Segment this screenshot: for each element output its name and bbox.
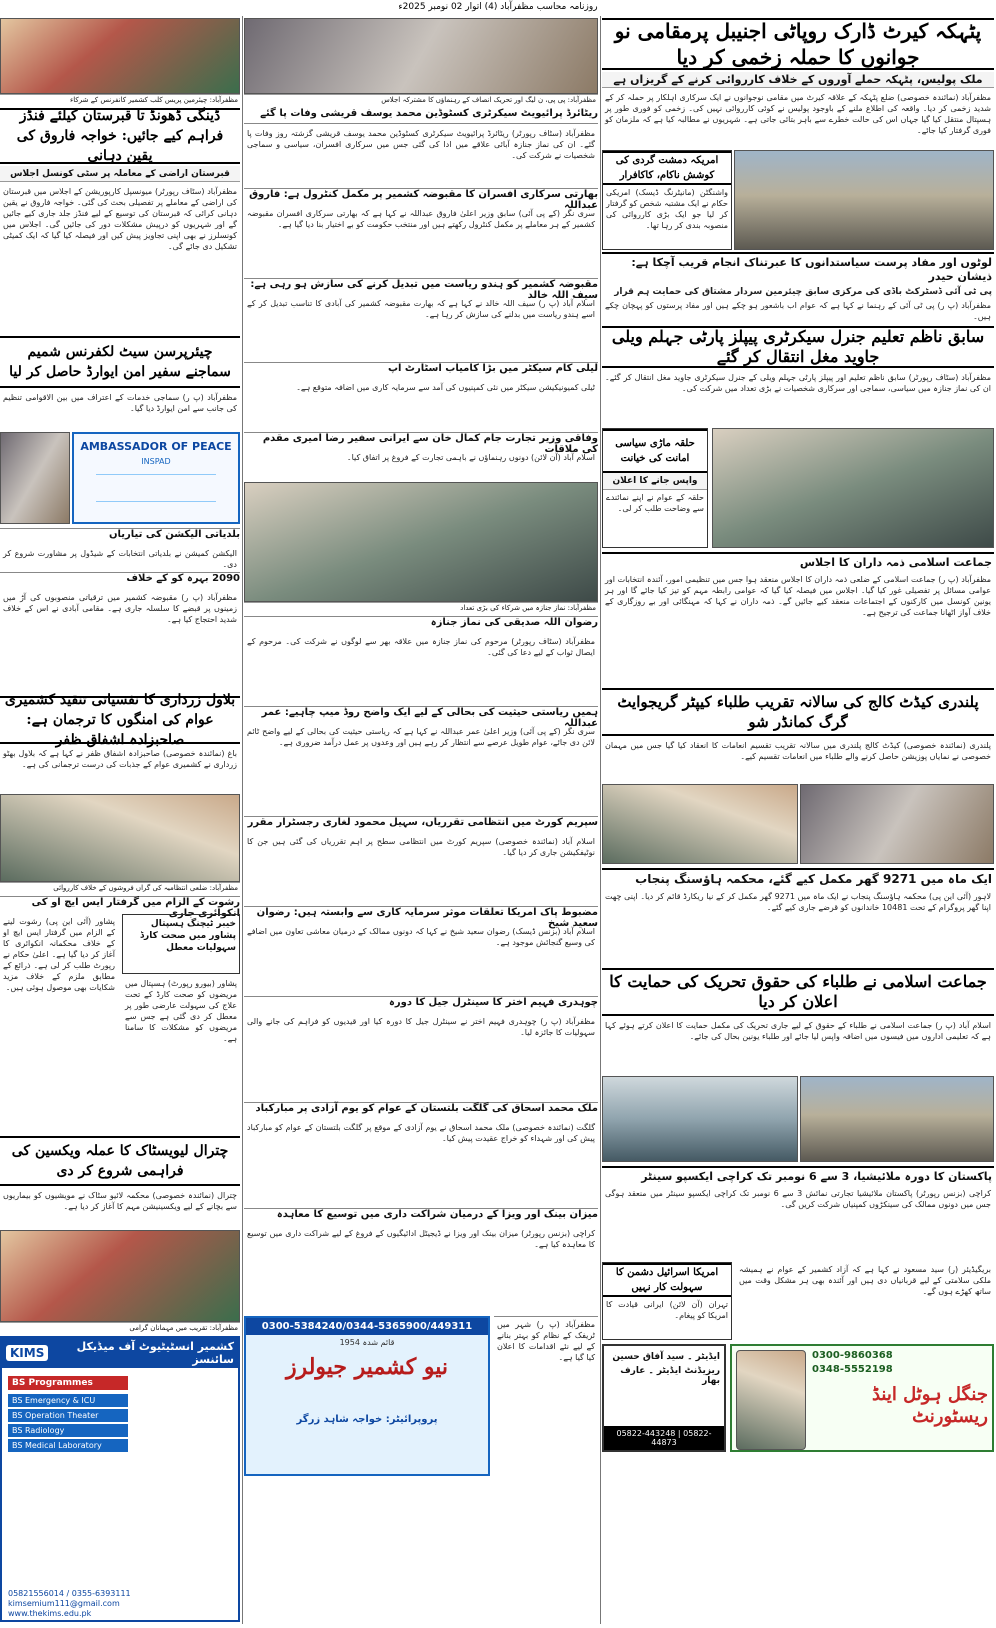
lead-body: مظفرآباد (نمائندہ خصوصی) ضلع پٹہکہ کے علاقہ کیرٹ میں مقامی نوجوانوں نے ایک سرکاری اہلکار پر حملہ کر کے شدید زخمی کر دیا۔ واقعہ کی اطلاع ملنے کے باوجود پولیس نے کوئی کارروائی نہیں کی۔ زخمی کو فوری طور پر ہسپتال منتقل کیا گیا جہاں اس کی حالت خطرے سے باہر بتائی جاتی ہے۔ شہریوں نے مطالبہ کیا ہے کہ ملزمان کو فوری گرفتار کیا جائے۔ [605,93,991,135]
mid-headline-3-body: اسلام آباد (پ ر) سیف اللہ خالد نے کہا ہے کہ بھارت مقبوضہ کشمیر کی آبادی کا تناسب تبدیل کر کے اسے ہندو ریاست میں بدلنے کی سازش کر رہا ہے۔ [247,299,595,319]
hospital-photo-1 [602,1076,798,1162]
editor-line: ایڈیٹر ۔ سید آفاق حسین [612,1352,720,1362]
mid-headline-10-body: مظفرآباد (پ ر) چوہدری فہیم اختر نے سینٹرل جیل کا دورہ کیا اور قیدیوں کو فراہم کی جانے والی سہولیات کا جائزہ لیا۔ [247,1017,595,1037]
hospital-photo-2 [800,1076,994,1162]
jewellers-since: قائم شدہ 1954 [339,1338,395,1347]
left-market-photo [0,794,240,882]
lead-subheadline: ملک پولیس، پٹہکہ حملے آوروں کے خلاف کارروائی کرنے کے گریزاں ہے [602,72,994,88]
mid-headline-2-body: سری نگر (کے پی آئی) سابق وزیر اعلیٰ فاروق عبداللہ نے کہا ہے کہ بھارتی سرکاری افسران مقبوضہ کشمیر کے ہر معاملے پر مکمل کنٹرول رکھتے ہیں اور منتخب حکومت کو بے اختیار بنا دیا گیا ہے۔ [247,209,595,229]
hotel-ad-phone-1: 0300-9860368 [812,1350,893,1361]
mid-headline-6: رضوان اللہ صدیقی کی نماز جنازہ [244,616,598,632]
kims-programme-item: BS Radiology [8,1424,128,1437]
left-event-photo-caption: مظفرآباد: تقریب میں مہمانان گرامی [0,1322,240,1333]
masthead-strip: روزنامہ محاسب مظفرآباد (4) اتوار 02 نومبر 2025ء [398,2,598,12]
mid-headline-8-body: اسلام آباد (نمائندہ خصوصی) سپریم کورٹ میں انتظامی سطح پر اہم تقرریاں کی گئی ہیں جن کا نوٹیفکیشن جاری کر دیا گیا۔ [247,837,595,857]
side-box-2 [602,428,708,548]
story-3-body: مظفرآباد (پ ر) جماعت اسلامی کے ضلعی ذمہ داران کا اجلاس منعقد ہوا جس میں تنظیمی امور، آئندہ انتخابات اور عوامی مسائل پر تفصیلی غور کیا گیا۔ اجلاس میں فیصلہ کیا گیا کہ عوامی رابطہ مہم کو تیز کیا جائے گا اور ہر یونین کونسل میں کارکنوں کے اجتماعات منعقد کیے جائیں گے۔ ذمہ داران نے کہا کہ مہنگائی اور بے روزگاری کے خلاف آواز اٹھانا جماعت کی ترجیح ہے۔ [605,575,991,617]
left-box-1: بلدیاتی الیکشن کی تیاریاں [0,528,240,544]
left-headline-3-body: باغ (نمائندہ خصوصی) صاحبزادہ اشفاق ظفر نے کہا ہے کہ بلاول بھٹو زرداری نے کشمیری عوام کے جذبات کی درست ترجمانی کی ہے۔ [3,749,237,769]
kims-programmes-title: BS Programmes [8,1376,128,1390]
left-box-4-body: پشاور (بیورو رپورٹ) ہسپتال میں مریضوں کو صحت کارڈ کے تحت علاج کی سہولت عارضی طور پر معطل کر دی گئی ہے جس سے مریضوں کو مشکلات کا سامنا ہے۔ [125,979,237,1043]
funeral-prayer-photo [244,482,598,602]
mid-headline-5-body: اسلام آباد (آن لائن) دونوں رہنماؤں نے باہمی تجارت کے فروغ پر اتفاق کیا۔ [346,453,595,462]
side-box-2-body: حلقہ کے عوام نے اپنے نمائندے سے وضاحت طلب کر لی۔ [606,493,704,513]
kims-programme-item: BS Operation Theater [8,1409,128,1422]
side-box [602,150,732,250]
left-box-3: رشوت کے الزام میں گرفتار ایس ایچ او کی انکوائری جاری [0,896,240,912]
top-group-photo [244,18,598,94]
peace-certificate [72,432,240,524]
story-body: مظفرآباد (پ ر) پی ٹی آئی کے رہنما نے کہا ہے کہ عوام اب باشعور ہو چکے ہیں اور مفاد پرستوں کو پہچان چکے ہیں۔ [605,301,991,321]
side-box-2-title: حلقہ ماڑی سیاسی امانت کی خیانت [603,429,707,473]
story-title: لوٹوں اور مفاد پرست سیاستدانوں کا عبرتناک انجام قریب آچکا ہے: ذیشان حیدر [631,256,992,283]
left-top-photo-caption: مظفرآباد: چیئرمین پریس کلب کشمیر کانفرنس کے شرکاء [0,94,240,105]
jewellers-proprietor: پروپرائیٹر: خواجہ شاہد زرگر [296,1414,438,1425]
mid-headline-4: لیلی کام سیکٹر میں بڑا کامیاب اسٹارٹ اپ [244,362,598,378]
headline-4: پلندری کیڈٹ کالج کی سالانہ تقریب طلباء کیپٹر گریجوایٹ گرگ کمانڈر شو [602,688,994,736]
mid-headline-9-body: اسلام آباد (بزنس ڈیسک) رضوان سعید شیخ نے کہا کہ دونوں ممالک کے درمیان معاشی تعاون میں اضافے کی وسیع گنجائش موجود ہے۔ [247,927,595,947]
left-box-4-title: خیبر ٹیچنگ ہسپتال پشاور میں صحت کارڈ سہولیات معطل [140,919,236,953]
story-subtitle: پی ٹی آئی ڈسٹرکٹ باڈی کی مرکزی سابق چیئرمین سردار مشتاق کی حمایت ہم قرار [614,287,992,297]
mid-headline-5: وفاقی وزیر تجارت جام کمال خان سے ایرانی سفیر رضا امیری مقدم کی ملاقات [244,432,598,448]
lead-photo [734,150,994,250]
story-box [602,252,994,322]
left-box-3-body: پشاور (آئی این پی) رشوت لینے کے الزام میں گرفتار ایس ایچ او کے خلاف محکمانہ انکوائری کا آغاز کر دیا گیا ہے۔ اعلیٰ حکام نے رپورٹ طلب کر لی ہے۔ ذرائع کے مطابق ملزم کے خلاف مزید شکایات بھی موصول ہوئی ہیں۔ [3,917,115,992]
certificate-title: AMBASSADOR OF PEACE [80,440,232,453]
mid-headline-11: ملک محمد اسحاق کی گلگت بلتستان کے عوام کو یوم آزادی پر مبارکباد [244,1102,598,1118]
kims-brand: KIMS [6,1345,48,1361]
lead-headline: پٹہکہ کیرٹ ڈارک روپاٹی اجنیبل پرمقامی نو جوانوں کا حملہ زخمی کر دیا [602,18,994,70]
kims-programme-item: BS Emergency & ICU [8,1394,128,1407]
kims-web: www.thekims.edu.pk [8,1609,92,1618]
mid-headline-7: ہمیں ریاستی حیثیت کی بحالی کے لیے ایک واضح روڈ میپ چاہیے: عمر عبداللہ [244,706,598,722]
left-box-2: 2090 بہرہ کو کے خلاف [0,572,240,588]
kims-programme-list [8,1394,128,1452]
mid-headline-12: میزان بینک اور ویزا کے درمیان شراکت داری میں توسیع کا معاہدہ [244,1208,598,1224]
headline-6: جماعت اسلامی نے طلباء کی حقوق تحریک کی حمایت کا اعلان کر دیا [602,968,994,1016]
top-group-photo-caption: مظفرآباد: پی پی، ن لیگ اور تحریک انصاف کے رہنماؤں کا مشترکہ اجلاس [244,94,598,105]
mid-headline-8: سپریم کورٹ میں انتظامی تقرریاں، سہیل محمود لغاری رجسٹرار مقرر [244,816,598,832]
story-box-3 [602,552,994,684]
headline-2-body: مظفرآباد (سٹاف رپورٹر) سابق ناظم تعلیم اور پیپلز پارٹی جہلم ویلی کے جنرل سیکرٹری جاوید مغل انتقال کر گئے۔ ان کی نماز جنازہ میں سیاسی، سماجی اور سرکاری شخصیات نے بڑی تعداد میں شرکت کی۔ [605,373,991,393]
mid-headline-1-body: مظفرآباد (سٹاف رپورٹر) ریٹائرڈ پرائیویٹ سیکرٹری کسٹوڈین محمد یوسف قریشی گزشتہ روز وفات پا گئے۔ ان کی نماز جنازہ آبائی علاقے میں ادا کی گئی جس میں سرکاری افسران، سیاسی و سماجی شخصیات نے شرکت کی۔ [247,129,595,160]
left-headline-3: بلاول زرداری کا نفسیاتی تنقید کشمیری عوام کی امنگوں کا ترجمان ہے: صاحبزادہ اشفاق ظفر [0,696,240,744]
left-box-4 [122,914,240,974]
kims-phones: 05821556014 / 0355-6393111 [8,1589,131,1598]
kims-ad-header [2,1338,238,1368]
mid-headline-7-body: سری نگر (کے پی آئی) وزیر اعلیٰ عمر عبداللہ نے کہا ہے کہ ریاستی حیثیت کی بحالی کے لیے واضح ٹائم لائن دی جائے، عوام طویل عرصے سے انتظار کر رہے ہیں اور وعدوں پر عمل درآمد ضروری ہے۔ [247,727,595,747]
left-headline-1: ڈینگی ڈھونڈ تا قبرستان کیلئے فنڈز فراہم کیے جائیں: خواجہ فاروق کی یقین دہانی [0,108,240,164]
story-7-title: پاکستان کا دورہ ملائیشیا، 3 سے 6 نومبر تک کراچی ایکسپو سینٹر [641,1170,992,1183]
column-rule [600,16,601,1624]
jewellers-ad [244,1316,490,1476]
mid-headline-11-body: گلگت (نمائندہ خصوصی) ملک محمد اسحاق نے یوم آزادی کے موقع پر گلگت بلتستان کے عوام کو مبارکباد پیش کی اور شہداء کو خراج عقیدت پیش کیا۔ [247,1123,595,1143]
left-top-photo [0,18,240,94]
left-headline-2-body: مظفرآباد (پ ر) سماجی خدمات کے اعتراف میں بین الاقوامی تنظیم کی جانب سے امن ایوارڈ دیا گیا۔ [3,393,237,413]
mid-headline-1: ریٹائرڈ پرائیویٹ سیکرٹری کسٹوڈین محمد یوسف قریشی وفات پا گئے [244,108,598,124]
cadet-photo-2 [800,784,994,864]
column-rule [242,16,243,1624]
right-column [602,16,994,1624]
left-sub-1: قبرستان اراضی کے معاملہ پر سٹی کونسل اجلاس [0,166,240,182]
hotel-ad [730,1344,994,1452]
hotel-ad-title: جنگل ہوٹل اینڈ ریسٹورنٹ [871,1384,988,1427]
left-column [0,16,240,1624]
left-headline-4: چترال لیویسٹاک کا عملہ ویکسین کی فراہمی شروع کر دی [0,1136,240,1186]
kims-ad [0,1336,240,1622]
left-box-2-body: مظفرآباد (پ ر) مقبوضہ کشمیر میں ترقیاتی منصوبوں کی آڑ میں زمینوں پر قبضے کا سلسلہ جاری ہے۔ مقامی آبادی نے اس کے خلاف شدید احتجاج کیا ہے۔ [3,593,237,624]
resident-editor-line: ریزیڈنٹ ایڈیٹر ۔ عارف بھار [620,1366,720,1386]
headline-2: سابق ناظم تعلیم جنرل سیکرٹری پیپلز پارٹی جہلم ویلی جاوید مغل انتقال کر گئے [602,326,994,368]
side-box-title: امریکہ دمشت گردی کی کوشش ناکام، کاکافرار [603,151,731,185]
mid-headline-2: بھارتی سرکاری افسران کا مقبوضہ کشمیر پر مکمل کنٹرول ہے: فاروق عبداللہ [244,188,598,204]
kims-ad-title: کشمیر انسٹیٹیوٹ آف میڈیکل سائنسز [76,1340,234,1366]
side-box-8-body: تہران (آن لائن) ایرانی قیادت کا امریکا کو پیغام۔ [606,1300,728,1320]
middle-column [244,16,598,1624]
hotel-ad-phone-2: 0348-5552198 [812,1364,893,1375]
side-box-body: واشنگٹن (مانیٹرنگ ڈیسک) امریکی حکام نے ایک مشتبہ شخص کو گرفتار کر لیا جو ایک بڑی کارروائی کی منصوبہ بندی کر رہا تھا۔ [606,188,728,230]
side-box-2-sub: واپس جانے کا اعلان [603,473,707,490]
hotel-ad-image [736,1350,806,1450]
jewellers-title: نیو کشمیر جیولرز [285,1354,449,1380]
left-box-1-body: الیکشن کمیشن نے بلدیاتی انتخابات کے شیڈول پر مشاورت شروع کر دی۔ [3,549,237,569]
kims-programme-item: BS Medical Laboratory [8,1439,128,1452]
certificate-org: INSPAD [141,457,171,466]
editor-phones: 05822-443248 | 05822-44873 [604,1426,724,1450]
mid-headline-4-body: ٹیلی کمیونیکیشن سیکٹر میں نئی کمپنیوں کی آمد سے سرمایہ کاری میں اضافہ متوقع ہے۔ [296,383,595,392]
cadet-photo-1 [602,784,798,864]
funeral-prayer-caption: مظفرآباد: نماز جنازہ میں شرکاء کی بڑی تعداد [244,602,598,613]
story-box-5 [602,868,994,964]
side-box-8 [602,1262,732,1340]
headline-4-body: پلندری (نمائندہ خصوصی) کیڈٹ کالج پلندری میں سالانہ تقریب تقسیم انعامات کا انعقاد کیا گیا جس میں مہمان خصوصی نے نمایاں پوزیشن حاصل کرنے والے طلباء میں انعامات تقسیم کیے۔ [605,741,991,761]
story-8-body: بریگیڈیئر (ر) سید مسعود نے کہا ہے کہ آزاد کشمیر کے عوام نے ہمیشہ ملکی سلامتی کے لیے قربانیاں دی ہیں اور آئندہ بھی ہر مشکل وقت میں ساتھ کھڑے ہوں گے۔ [739,1265,991,1296]
story-7-body: کراچی (بزنس رپورٹر) پاکستان ملائیشیا تجارتی نمائش 3 سے 6 نومبر تک کراچی ایکسپو سینٹر میں منعقد ہوگی جس میں دونوں ممالک کی سینکڑوں کمپنیاں شرکت کریں گی۔ [605,1189,992,1209]
mid-headline-6-body: مظفرآباد (سٹاف رپورٹر) مرحوم کی نماز جنازہ میں علاقہ بھر سے لوگوں نے شرکت کی۔ مرحوم کے ایصال ثواب کے لیے دعا کی گئی۔ [247,637,595,657]
side-box-8-title: امریکا اسرائیل دشمن کا سہولت کار نہیں [603,1263,731,1297]
mid-headline-10: چوہدری فہیم اختر کا سینٹرل جیل کا دورہ [244,996,598,1012]
story-3-title: جماعت اسلامی ذمہ داران کا اجلاس [799,556,992,569]
left-market-photo-caption: مظفرآباد: ضلعی انتظامیہ کی گراں فروشوں کے خلاف کارروائی [0,882,240,893]
story-5-title: ایک ماہ میں 9271 گھر مکمل کیے گئے، محکمہ ہاؤسنگ پنجاب [635,872,992,886]
left-event-photo [0,1230,240,1322]
story-5-body: لاہور (آئی این پی) محکمہ ہاؤسنگ پنجاب نے ایک ماہ میں 9271 گھر مکمل کر کے نیا ریکارڈ قائم کر دیا۔ اپنی چھت اپنا گھر پروگرام کے تحت 10481 خاندانوں کو قرضے جاری کیے گئے۔ [605,892,992,912]
jewellers-phones: 0300-5384240/0344-5365900/449311 [246,1318,488,1335]
certificate-text-block [96,474,216,502]
mid-headline-9: مضبوط پاک امریکا تعلقات موثر سرمایہ کاری سے وابستہ ہیں: رضوان سعید شیخ [244,906,598,922]
left-headline-4-body: چترال (نمائندہ خصوصی) محکمہ لائیو سٹاک نے مویشیوں کو بیماریوں سے بچانے کے لیے ویکسینیشن مہم کا آغاز کر دیا ہے۔ [3,1191,237,1211]
kims-email: kimsemium111@gmail.com [8,1599,120,1608]
editor-box [602,1344,726,1452]
mid-headline-3: مقبوضہ کشمیر کو ہندو ریاست میں تبدیل کرنے کی سازش ہو رہی ہے: سیف اللہ خالد [244,278,598,294]
story-box-7 [602,1166,994,1260]
funeral-photo [712,428,994,548]
mid-headline-12-body: کراچی (بزنس رپورٹر) میزان بینک اور ویزا نے ڈیجیٹل ادائیگیوں کے فروغ کے لیے شراکت داری میں توسیع کا معاہدہ کیا ہے۔ [247,1229,595,1249]
awardee-portrait [0,432,70,524]
left-headline-1-body: مظفرآباد (سٹاف رپورٹر) میونسپل کارپوریشن کے اجلاس میں قبرستان کی اراضی کے معاملے پر تفصیلی بحث کی گئی۔ خواجہ فاروق نے یقین دہانی کرائی کہ قبرستان کی توسیع کے لیے فنڈز جلد جاری کیے جائیں گے اور شہریوں کو درپیش مشکلات دور کی جائیں گی۔ اجلاس میں کونسلرز نے بھی اپنی تجاویز پیش کیں اور فیصلہ کیا گیا کہ ایک کمیٹی تشکیل دی جائے گی۔ [3,187,237,251]
left-headline-2: چیئرپرسن سیٹ لکفرنس شمیم سماجنے سفیر امن ایوارڈ حاصل کر لیا [0,336,240,388]
headline-6-body: اسلام آباد (پ ر) جماعت اسلامی نے طلباء کے حقوق کے لیے جاری تحریک کی مکمل حمایت کا اعلان کرتے ہوئے کہا ہے کہ تعلیمی اداروں میں فیسوں میں اضافہ واپس لیا جائے اور طلباء یونین بحال کی جائے۔ [605,1021,991,1041]
mid-small-story: مظفرآباد (پ ر) شہر میں ٹریفک کے نظام کو بہتر بنانے کے لیے نئے اقدامات کا اعلان کیا گیا ہے۔ [494,1316,598,1476]
